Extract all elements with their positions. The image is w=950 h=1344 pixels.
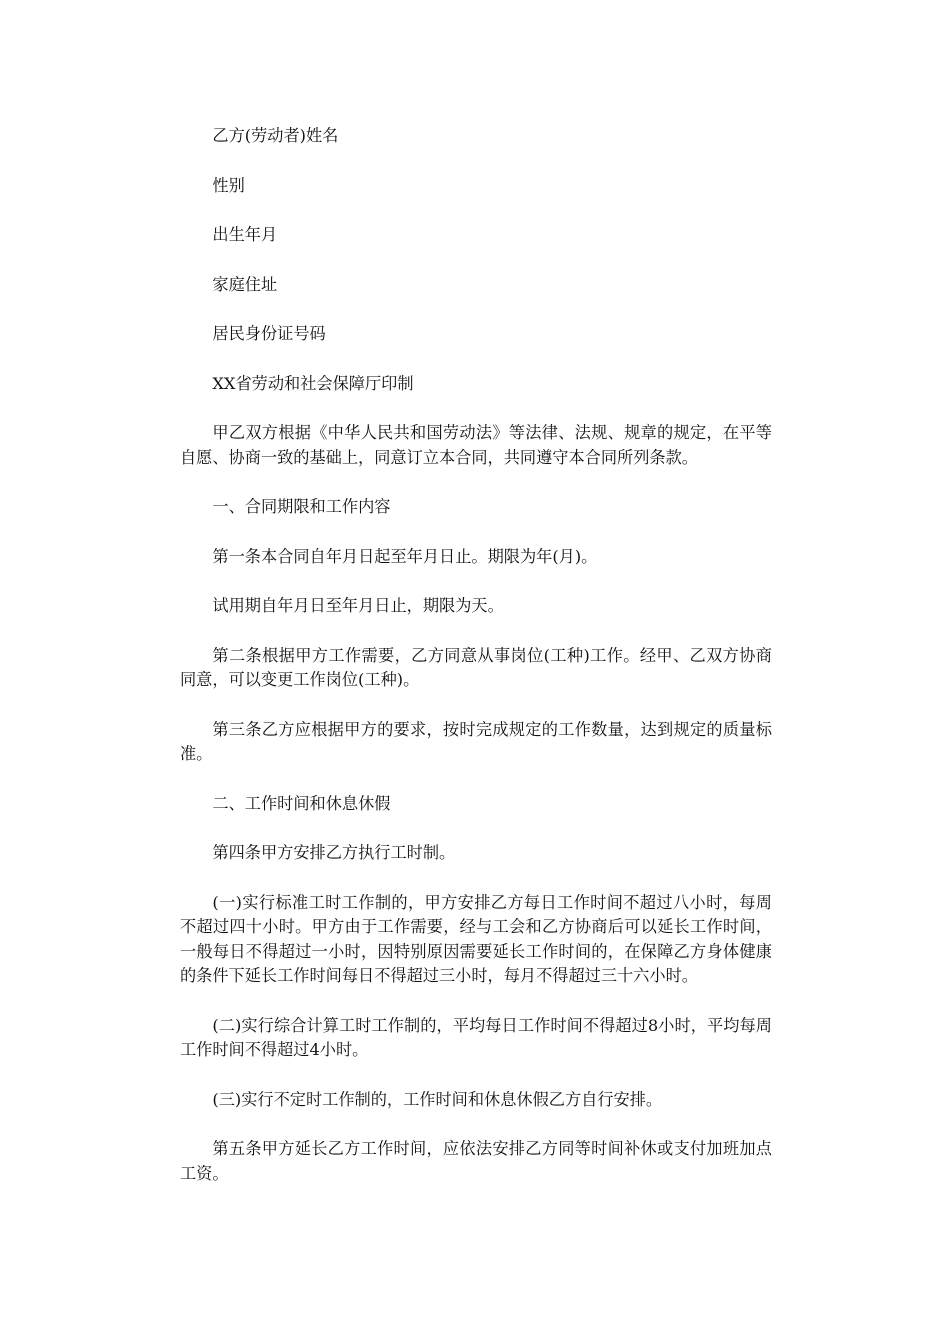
field-id-number-label: 居民身份证号码 bbox=[212, 324, 326, 343]
article-4-item-1: (一)实行标准工时工作制的，甲方安排乙方每日工作时间不超过八小时，每周不超过四十小时。甲方由于工作需要，经与工会和乙方协商后可以延长工作时间，一般每日不得超过一小时，因特别原因需要延长工作时间的，在保障乙方身体健康的条件下延长工作时间每日不得超过三小时，每月不得超过三十六小时。 bbox=[180, 892, 772, 985]
preamble-paragraph: 甲乙双方根据《中华人民共和国劳动法》等法律、法规、规章的规定，在平等自愿、协商一致的基础上，同意订立本合同，共同遵守本合同所列条款。 bbox=[180, 423, 772, 467]
document-body bbox=[180, 124, 772, 1211]
article-4-item-3: (三)实行不定时工作制的，工作时间和休息休假乙方自行安排。 bbox=[212, 1089, 663, 1109]
article-3: 第三条乙方应根据甲方的要求，按时完成规定的工作数量，达到规定的质量标准。 bbox=[180, 719, 772, 763]
section-heading-2: 二、工作时间和休息休假 bbox=[212, 793, 391, 813]
section-heading-1: 一、合同期限和工作内容 bbox=[212, 497, 391, 516]
printer-note: XX省劳动和社会保障厅印制 bbox=[212, 373, 414, 393]
article-4-item-2: (二)实行综合计算工时工作制的，平均每日工作时间不得超过8小时，平均每周工作时间不得超过4小时。 bbox=[180, 1015, 772, 1059]
field-address-label: 家庭住址 bbox=[212, 274, 278, 294]
field-name-label: 乙方(劳动者)姓名 bbox=[212, 126, 339, 145]
probation-paragraph: 试用期自年月日至年月日止，期限为天。 bbox=[212, 596, 504, 615]
article-4: 第四条甲方安排乙方执行工时制。 bbox=[212, 843, 456, 862]
article-5: 第五条甲方延长乙方工作时间，应依法安排乙方同等时间补休或支付加班加点工资。 bbox=[180, 1139, 772, 1183]
article-2: 第二条根据甲方工作需要，乙方同意从事岗位(工种)工作。经甲、乙双方协商同意，可以变更工作岗位(工种)。 bbox=[180, 645, 772, 689]
article-1: 第一条本合同自年月日起至年月日止。期限为年(月)。 bbox=[212, 546, 598, 566]
field-birth-label: 出生年月 bbox=[212, 225, 278, 244]
field-gender-label: 性别 bbox=[212, 175, 245, 195]
